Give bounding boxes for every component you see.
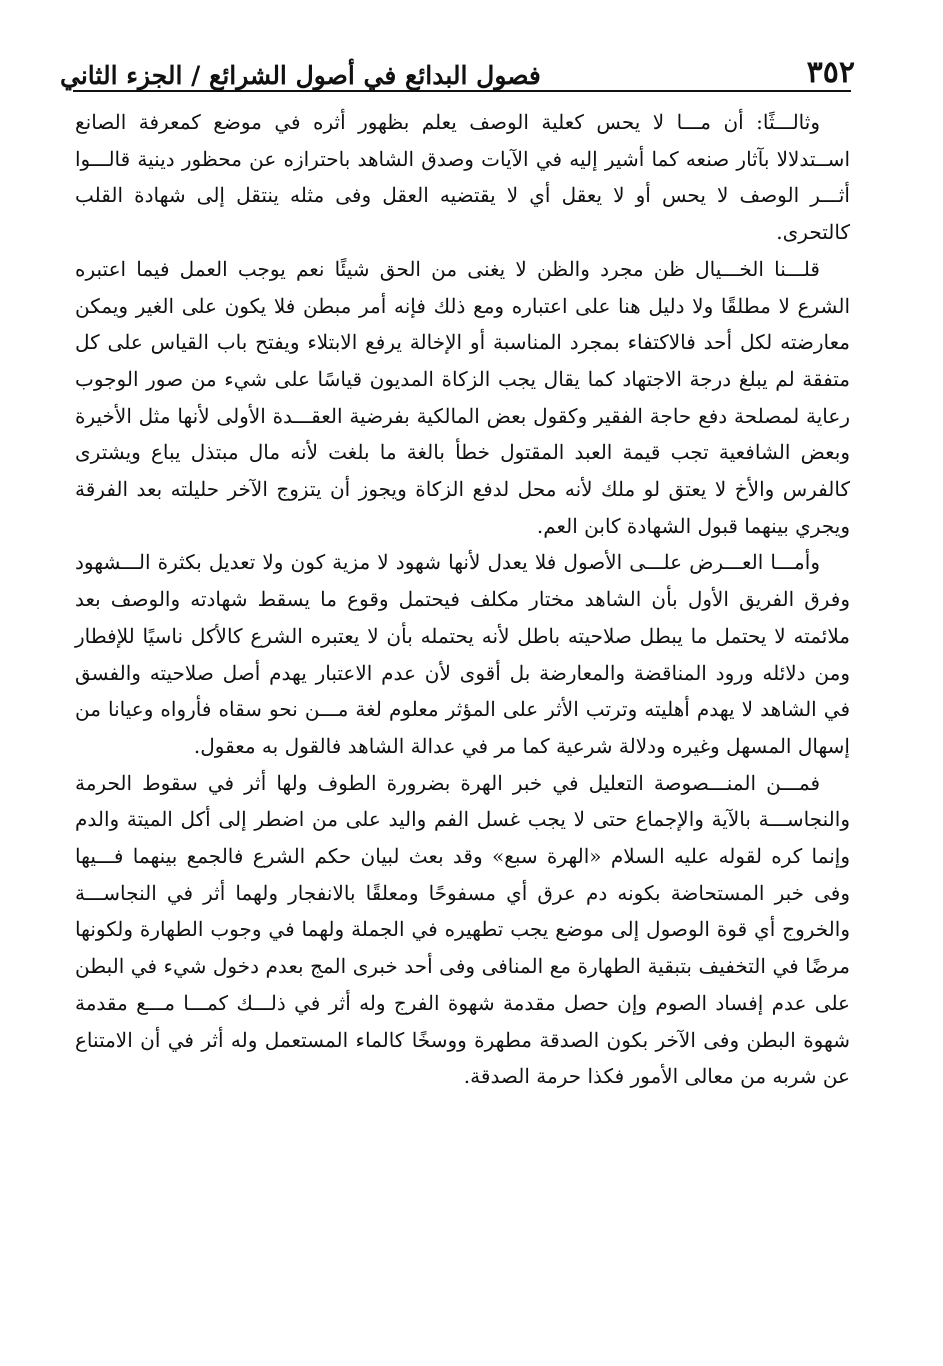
running-title: فصول البدائع في أصول الشرائع / الجزء الثاني bbox=[60, 61, 541, 90]
paragraph: فمـــن المنـــصوصة التعليل في خبر الهرة بضرورة الطوف ولها أثر في سقوط الحرمة والنجاســـة بالآية والإجماع حتى لا يجب غسل الفم واليد على من اضطر إلى أكل الميتة والدم وإنما كره لقوله عليه السلام «الهرة سبع» وقد بعث لبيان حكم الشرع فالجمع بينهما فـــيها وفى خبر المستحاضة بكونه دم عرق أي مسفوحًا ومعلقًا بالانفجار ولهما أثر في النجاســـة والخروج أي قوة الوصول إلى موضع يجب تطهيره في الجملة ولهما في وجوب الطهارة ولكونها مرضًا في التخفيف بتبقية الطهارة مع المنافى وفى أحد خبرى المج بعدم دخول شيء في البطن على عدم إفساد الصوم وإن حصل مقدمة شهوة الفرج وله أثر في ذلـــك كمـــا مـــع مقدمة شهوة البطن وفى الآخر بكون الصدقة مطهرة ووسخًا كالماء المستعمل وله أثر في أن الامتناع عن شربه من معالى الأمور فكذا حرمة الصدقة. bbox=[75, 770, 850, 1089]
paragraph: قلـــنا الخـــيال ظن مجرد والظن لا يغنى من الحق شيئًا نعم يوجب العمل فيما اعتبره الشرع لا مطلقًا ولا دليل هنا على اعتباره ومع ذلك فإنه أمر مبطن فلا يكون على الغير ويمكن معارضته لكل أحد فالاكتفاء بمجرد المناسبة أو الإخالة يرفع الابتلاء ويفتح باب القياس على كل متفقة لم يبلغ درجة الاجتهاد كما يقال يجب الزكاة المديون قياسًا على شيء من صور الوجوب رعاية لمصلحة دفع حاجة الفقير وكقول بعض المالكية بفرضية العقـــدة الأولى لأنها مثل الأخيرة وبعض الشافعية تجب قيمة العبد المقتول خطأ بالغة ما بلغت لأنه مال مبتذل يباع ويشترى كالفرس والأخ لا يعتق لو ملك لأنه محل لدفع الزكاة ويجوز أن يتزوج الآخر حليلته بعد الفرقة ويجري بينهما قبول الشهادة كابن العم. bbox=[75, 256, 850, 538]
body-text bbox=[75, 104, 850, 1095]
page-number: ٣٥٢ bbox=[806, 55, 855, 90]
paragraph: وأمـــا العـــرض علـــى الأصول فلا يعدل لأنها شهود لا مزية كون ولا تعديل بكثرة الـــشهود وفرق الفريق الأول بأن الشاهد مختار مكلف فيحتمل وقوع ما يسقط شهادته والوصف بعد ملائمته لا يحتمل ما يبطل صلاحيته باطل لأنه يحتمله بأن لا يعتبره الشرع كالأكل ناسيًا للإفطار ومن دلائله ورود المناقضة والمعارضة بل أقوى لأن عدم الاعتبار يهدم أصل صلاحيته والفسق في الشاهد لا يهدم أهليته وترتب الأثر على المؤثر معلوم لغة مـــن نحو سقاه فأرواه وعيانا من إسهال المسهل وغيره ودلالة شرعية كما مر في عدالة الشاهد فالقول به معقول. bbox=[75, 550, 850, 758]
header-rule bbox=[73, 90, 851, 92]
page-header bbox=[60, 40, 855, 88]
paragraph: وثالـــثًا: أن مـــا لا يحس كعلية الوصف يعلم بظهور أثره في موضع كمعرفة الصانع اســتدلالا بآثار صنعه كما أشير إليه في الآيات وصدق الشاهد باحترازه عن محظور دينية قالـــوا أثـــر الوصف لا يحس أو لا يعقل أي لا يقتضيه العقل وفى مثله ينتقل إلى شهادة القلب كالتحرى. bbox=[75, 110, 850, 245]
